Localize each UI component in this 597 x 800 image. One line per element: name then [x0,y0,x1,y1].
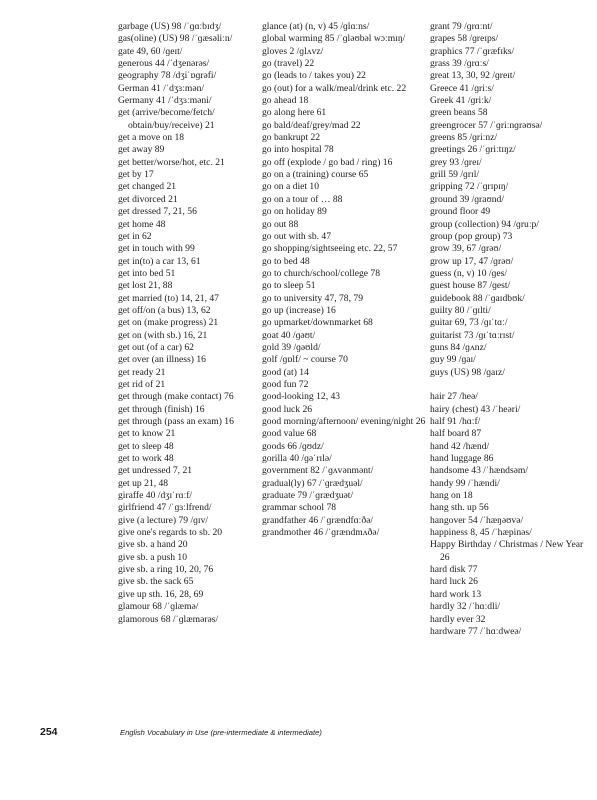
letter-section-gap [430,379,595,391]
index-entry: get home 48 [118,218,166,230]
footer-book-title: English Vocabulary in Use (pre-intermediate & intermediate) [120,728,322,737]
index-entry: get in touch with 99 [118,243,195,255]
index-entry: guy 99 /ɡaɪ/ [430,354,476,366]
index-entry: government 82 /ˈɡʌvənmənt/ [262,465,374,477]
index-column-3 [430,21,595,638]
index-entry: gate 49, 60 /ɡeɪt/ [118,45,183,57]
index-entry: get to sleep 48 [118,440,174,452]
index-entry: give one's regards to sb. 20 [118,527,223,539]
index-entry: go bald/deaf/grey/mad 22 [262,119,361,131]
index-entry: girlfriend 47 /ˈɡɜːlfrend/ [118,502,212,514]
index-entry: get undressed 7, 21 [118,465,193,477]
index-entry: get dressed 7, 21, 56 [118,206,197,218]
index-entry: guns 84 /ɡʌnz/ [430,341,487,353]
index-entry: hang sth. up 56 [430,502,489,514]
index-entry: give sb. a push 10 [118,551,188,563]
index-entry: handsome 43 /ˈhændsəm/ [430,465,529,477]
index-entry: greetings 26 /ˈɡriːtɪŋz/ [430,144,516,156]
index-entry: go to sleep 51 [262,280,316,292]
index-entry: great 13, 30, 92 /ɡreɪt/ [430,70,516,82]
index-entry: guilty 80 /ˈɡɪlti/ [430,304,491,316]
index-entry: guitar 69, 73 /ɡɪˈtɑː/ [430,317,508,329]
index-entry: hangover 54 /ˈhæŋəʊvə/ [430,514,524,526]
index-entry: go to university 47, 78, 79 [262,292,363,304]
index-entry: group (collection) 94 /ɡruːp/ [430,218,539,230]
index-entry: half 91 /hɑːf/ [430,416,481,427]
index-entry: graphics 77 /ˈɡræfɪks/ [430,45,515,57]
index-entry: go along here 61 [262,107,327,119]
index-entry: go to church/school/college 78 [262,267,381,279]
index-entry: go on a tour of … 88 [262,193,343,205]
index-entry: grant 79 /ɡrɑːnt/ [430,21,493,32]
index-entry: greengrocer 57 /ˈɡriːnɡrəʊsə/ [430,119,543,131]
index-entry: guest house 87 /ɡest/ [430,280,511,292]
index-entry: glance (at) (n, v) 45 /ɡlɑːns/ [262,21,370,32]
index-entry: gloves 2 /ɡlʌvz/ [262,45,324,57]
index-entry: get over (an illness) 16 [118,354,206,366]
index-entry: go (travel) 22 [262,58,315,70]
index-entry: go on a (training) course 65 [262,169,369,181]
index-entry: go on holiday 89 [262,206,327,218]
index-entry: hardly ever 32 [430,613,486,625]
index-entry: hardly 32 /ˈhɑːdli/ [430,601,501,613]
index-entry: guitarist 73 /ɡɪˈtɑːrɪst/ [430,329,515,341]
index-entry: good luck 26 [262,403,313,415]
index-entry: go bankrupt 22 [262,132,321,144]
index-entry: grandfather 46 /ˈɡrændfɑːðə/ [262,514,374,526]
index-entry: Happy Birthday / Christmas / New Year 26 [430,539,584,563]
index-entry: go out with sb. 47 [262,230,332,242]
index-entry: get off/on (a bus) 13, 62 [118,304,211,316]
index-entry: group (pop group) 73 [430,230,513,242]
index-entry: get through (make contact) 76 [118,391,234,403]
index-entry: give sb. the sack 65 [118,576,194,588]
index-entry: hair 27 /heə/ [430,391,478,403]
index-entry: hand 42 /hænd/ [430,440,490,452]
index-entry: guidebook 88 /ˈɡaɪdbʊk/ [430,292,525,304]
index-entry: get in 62 [118,230,152,242]
index-entry: get away 89 [118,144,165,156]
index-entry: get to work 48 [118,453,174,465]
index-entry: give sb. a hand 20 [118,539,188,551]
index-entry: get on (with sb.) 16, 21 [118,329,208,341]
index-entry: get ready 21 [118,366,166,378]
index-entry: go out 88 [262,218,299,230]
index-entry: get changed 21 [118,181,177,193]
index-entry: handy 99 /ˈhændi/ [430,477,500,489]
index-entry: giraffe 40 /dʒɪˈrɑːf/ [118,490,193,502]
index-entry: hairy (chest) 43 /ˈheəri/ [430,403,521,415]
index-entry: global warming 85 /ˈɡləʊbəl wɔːmɪŋ/ [262,33,406,45]
index-entry: geography 78 /dʒiˈɒɡrəfi/ [118,70,217,82]
index-entry: good morning/afternoon/ evening/night 26 [262,416,426,427]
index-entry: get into bed 51 [118,267,176,279]
index-entry: grammar school 78 [262,502,337,514]
index-entry: gorilla 40 /ɡəˈrɪlə/ [262,453,332,465]
index-entry: Greece 41 /ɡriːs/ [430,82,494,94]
index-entry: give sb. a ring 10, 20, 76 [118,564,214,576]
index-entry: get up 21, 48 [118,477,169,489]
index-entry: get divorced 21 [118,193,178,205]
index-entry: give up sth. 16, 28, 69 [118,588,204,600]
index-entry: hardware 77 /ˈhɑːdweə/ [430,625,522,637]
index-column-2 [262,21,432,539]
index-entry: grow up 17, 47 /ɡrəʊ/ [430,255,514,267]
index-entry: gradual(ly) 67 /ˈɡrædʒuəl/ [262,477,363,489]
index-entry: go (out) for a walk/meal/drink etc. 22 [262,82,407,94]
index-entry: get to know 21 [118,428,176,440]
index-entry: grass 39 /ɡrɑːs/ [430,58,489,70]
index-entry: go off (explode / go bad / ring) 16 [262,156,393,168]
index-entry: give (a lecture) 79 /ɡɪv/ [118,514,209,526]
index-entry: get out (of a car) 62 [118,341,194,353]
index-entry: generous 44 /ˈdʒenərəs/ [118,58,210,70]
index-entry: good (at) 14 [262,366,309,378]
index-entry: get on (make progress) 21 [118,317,219,329]
index-entry: Germany 41 /ˈdʒɜːməni/ [118,95,212,107]
index-entry: gold 39 /ɡəʊld/ [262,341,321,353]
index-entry: get through (pass an exam) 16 [118,416,234,427]
index-entry: get married (to) 14, 21, 47 [118,292,219,304]
index-entry: go (leads to / takes you) 22 [262,70,366,82]
index-entry: good fun 72 [262,378,309,390]
index-entry: get lost 21, 88 [118,280,173,292]
index-entry: go upmarket/downmarket 68 [262,317,373,329]
index-entry: graduate 79 /ˈɡrædʒuət/ [262,490,354,502]
index-entry: grey 93 /ɡreɪ/ [430,156,482,168]
index-entry: good value 68 [262,428,317,440]
index-entry: hard luck 26 [430,576,478,588]
index-entry: glamorous 68 /ˈɡlæmərəs/ [118,613,219,625]
index-entry: guess (n, v) 10 /ɡes/ [430,267,508,279]
index-entry: get better/worse/hot, etc. 21 [118,156,225,168]
index-entry: goat 40 /ɡəʊt/ [262,329,316,341]
index-entry: gripping 72 /ˈɡrɪpɪŋ/ [430,181,509,193]
index-entry: get through (finish) 16 [118,403,205,415]
index-entry: ground 39 /ɡraʊnd/ [430,193,505,205]
index-entry: green beans 58 [430,107,488,119]
index-entry: get a move on 18 [118,132,185,144]
index-entry: go shopping/sightseeing etc. 22, 57 [262,243,398,255]
index-entry: grapes 58 /ɡreɪps/ [430,33,499,45]
index-entry: go into hospital 78 [262,144,334,156]
index-entry: go to bed 48 [262,255,310,267]
index-entry: half board 87 [430,428,482,440]
index-entry: hard work 13 [430,588,482,600]
index-entry: happiness 8, 45 /ˈhæpinəs/ [430,527,532,539]
index-entry: get in(to) a car 13, 61 [118,255,201,267]
index-entry: goods 66 /ɡʊdz/ [262,440,324,452]
index-entry: gas(oline) (US) 98 /ˈɡæsəliːn/ [118,33,233,45]
index-entry: hand luggage 86 [430,453,494,465]
index-entry: Greek 41 /ɡriːk/ [430,95,492,107]
index-entry: garbage (US) 98 /ˈɡɑːbɪdʒ/ [118,21,222,32]
index-entry: golf /ɡɒlf/ ~ course 70 [262,354,348,366]
index-entry: get rid of 21 [118,378,166,390]
index-entry: hard disk 77 [430,564,478,576]
index-entry: ground floor 49 [430,206,491,218]
index-entry: good-looking 12, 43 [262,391,341,403]
index-entry: German 41 /ˈdʒɜːmən/ [118,82,205,94]
index-entry: grill 59 /ɡrɪl/ [430,169,480,181]
index-entry: grow 39, 67 /ɡrəʊ/ [430,243,502,255]
index-entry: grandmother 46 /ˈɡrændmʌðə/ [262,527,380,539]
page-number: 254 [40,726,58,738]
index-entry: guys (US) 98 /ɡaɪz/ [430,366,505,378]
index-entry: go up (increase) 16 [262,304,336,316]
index-entry: greens 85 /ɡriːnz/ [430,132,498,144]
index-entry: hang on 18 [430,490,473,502]
index-entry: get (arrive/become/fetch/ obtain/buy/receive) 21 [118,107,215,131]
index-entry: go on a diet 10 [262,181,320,193]
index-entry: glamour 68 /ˈɡlæmə/ [118,601,199,613]
index-entry: go ahead 18 [262,95,309,107]
index-entry: get by 17 [118,169,154,181]
